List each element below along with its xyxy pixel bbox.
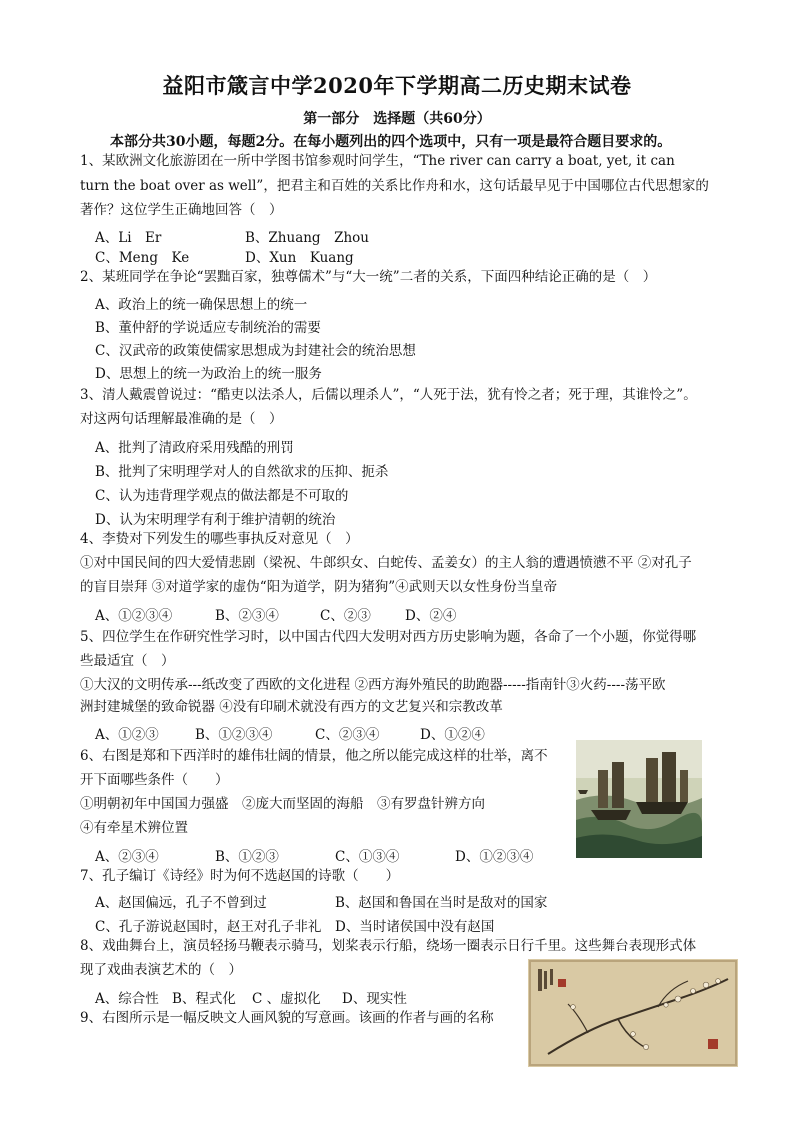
question-line: 6、右图是郑和下西洋时的雄伟壮阔的情景，他之所以能完成这样的壮举，离不 bbox=[80, 748, 548, 764]
option-a: A、①②③④ bbox=[95, 608, 173, 624]
question-line: 现了戏曲表演艺术的（ ） bbox=[80, 962, 242, 978]
option-d: D、现实性 bbox=[342, 991, 407, 1007]
option-c: C、汉武帝的政策使儒家思想成为封建社会的统治思想 bbox=[95, 343, 416, 359]
option-a: A、①②③ bbox=[95, 727, 159, 743]
question-line: 开下面哪些条件（ ） bbox=[80, 772, 229, 788]
question-line: ④有牵星术辨位置 bbox=[80, 820, 188, 836]
option-b: B、批判了宋明理学对人的自然欲求的压抑、扼杀 bbox=[95, 464, 389, 480]
question-line: 著作？这位学生正确地回答（ ） bbox=[80, 202, 283, 218]
option-d: D、思想上的统一为政治上的统一服务 bbox=[95, 366, 322, 382]
option-d: D、①②④ bbox=[420, 727, 485, 743]
question-line: 3、清人戴震曾说过：“酷吏以法杀人，后儒以理杀人”，“人死于法，犹有怜之者；死于理，其谁怜之”。 bbox=[80, 387, 697, 403]
option-b: B、程式化 bbox=[172, 991, 236, 1007]
option-c: C、①③④ bbox=[335, 849, 400, 865]
option-b: B、Zhuang Zhou bbox=[245, 230, 369, 246]
plum-blossom-painting-image bbox=[528, 959, 738, 1067]
question-line: 洲封建城堡的致命锐器 ④没有印刷术就没有西方的文艺复兴和宗教改革 bbox=[80, 699, 503, 715]
option-d: D、②④ bbox=[405, 608, 457, 624]
option-c: C、②③④ bbox=[315, 727, 380, 743]
option-b: B、②③④ bbox=[215, 608, 279, 624]
option-c: C、认为违背理学观点的做法都是不可取的 bbox=[95, 488, 349, 504]
option-c: C、②③ bbox=[320, 608, 371, 624]
question-line: ①大汉的文明传承---纸改变了西欧的文化进程 ②西方海外殖民的助跑器-----指南针③火药----荡平欧 bbox=[80, 677, 666, 693]
option-a: A、政治上的统一确保思想上的统一 bbox=[95, 297, 308, 313]
instruction-text: 本部分共30小题，每题2分。在每小题列出的四个选项中，只有一项是最符合题目要求的。 bbox=[110, 134, 672, 150]
question-line: 的盲目崇拜 ③对道学家的虚伪“阳为道学，阴为猪狗”④武则天以女性身份当皇帝 bbox=[80, 579, 558, 595]
option-d: D、当时诸侯国中没有赵国 bbox=[335, 919, 495, 935]
question-line: 4、李贽对下列发生的哪些事执反对意见（ ） bbox=[80, 531, 359, 547]
option-d: D、①②③④ bbox=[455, 849, 534, 865]
question-line: 2、某班同学在争论“罢黜百家，独尊儒术”与“大一统”二者的关系，下面四种结论正确的是（ ） bbox=[80, 269, 657, 285]
option-a: A、综合性 bbox=[95, 991, 159, 1007]
question-line: 些最适宜（ ） bbox=[80, 653, 175, 669]
question-line: 1、某欧洲文化旅游团在一所中学图书馆参观时问学生，“The river can carry a boat, yet, it can bbox=[80, 153, 675, 169]
exam-title: 益阳市箴言中学2020年下学期高二历史期末试卷 bbox=[162, 73, 632, 98]
option-a: A、批判了清政府采用残酷的刑罚 bbox=[95, 440, 294, 456]
option-a: A、Li Er bbox=[95, 230, 162, 246]
zheng-he-fleet-image bbox=[576, 740, 702, 858]
option-b: B、赵国和鲁国在当时是敌对的国家 bbox=[335, 895, 548, 911]
option-b: B、①②③ bbox=[215, 849, 279, 865]
question-line: 8、戏曲舞台上，演员轻扬马鞭表示骑马，划桨表示行船，绕场一圈表示日行千里。这些舞台表现形式体 bbox=[80, 938, 697, 954]
section-heading: 第一部分 选择题（共60分） bbox=[303, 111, 491, 127]
option-a: A、赵国偏远，孔子不曾到过 bbox=[95, 895, 267, 911]
question-line: 对这两句话理解最准确的是（ ） bbox=[80, 411, 283, 427]
option-c: C 、虚拟化 bbox=[252, 991, 321, 1007]
question-line: 5、四位学生在作研究性学习时，以中国古代四大发明对西方历史影响为题，各命了一个小题，你觉得哪 bbox=[80, 629, 697, 645]
question-line: ①明朝初年中国国力强盛 ②庞大而坚固的海船 ③有罗盘针辨方向 bbox=[80, 796, 485, 812]
question-line: 9、右图所示是一幅反映文人画风貌的写意画。该画的作者与画的名称 bbox=[80, 1010, 494, 1026]
question-line: 7、孔子编订《诗经》时为何不选赵国的诗歌（ ） bbox=[80, 868, 400, 884]
question-line: turn the boat over as well”，把君主和百姓的关系比作舟和水，这句话最早见于中国哪位古代思想家的 bbox=[80, 178, 709, 194]
option-b: B、①②③④ bbox=[195, 727, 273, 743]
option-d: D、认为宋明理学有利于维护清朝的统治 bbox=[95, 512, 336, 528]
question-line: ①对中国民间的四大爱情悲剧（梁祝、牛郎织女、白蛇传、孟姜女）的主人翁的遭遇愤懑不平 ②对孔子 bbox=[80, 555, 692, 571]
option-c: C、孔子游说赵国时，赵王对孔子非礼 bbox=[95, 919, 322, 935]
option-b: B、董仲舒的学说适应专制统治的需要 bbox=[95, 320, 321, 336]
option-a: A、②③④ bbox=[95, 849, 159, 865]
option-d: D、Xun Kuang bbox=[245, 250, 354, 266]
option-c: C、Meng Ke bbox=[95, 250, 190, 266]
